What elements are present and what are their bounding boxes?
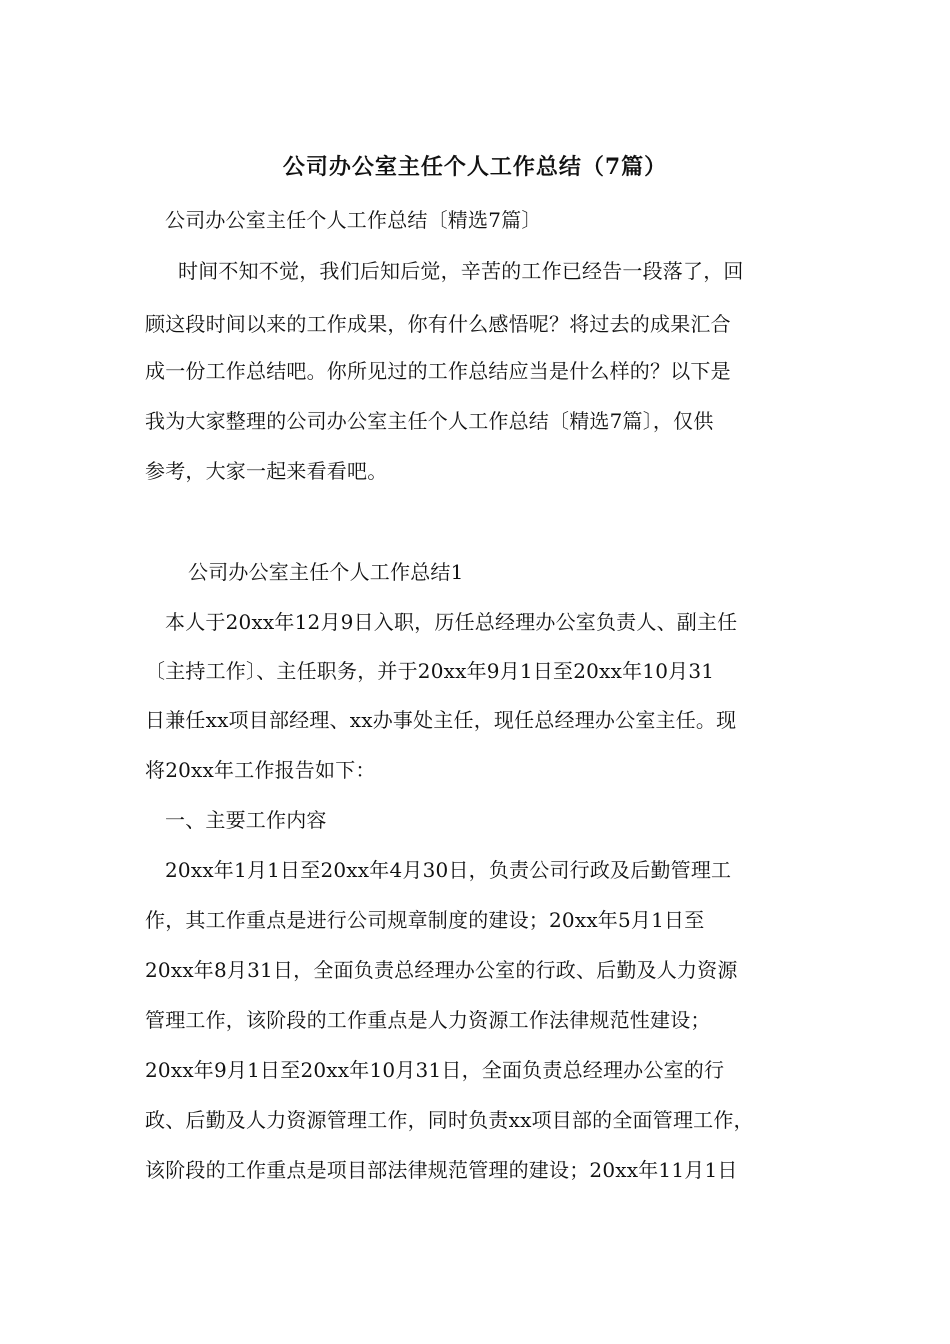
intro-line: 我为大家整理的公司办公室主任个人工作总结〔精选7篇〕，仅供 bbox=[145, 409, 714, 433]
body-line: 20xx年1月1日至20xx年4月30日，负责公司行政及后勤管理工 bbox=[165, 858, 732, 882]
section-heading: 公司办公室主任个人工作总结1 bbox=[188, 560, 464, 584]
intro-line: 参考，大家一起来看看吧。 bbox=[145, 459, 388, 483]
section-line: 将20xx年工作报告如下： bbox=[145, 758, 376, 782]
body-line: 20xx年8月31日，全面负责总经理办公室的行政、后勤及人力资源 bbox=[145, 958, 738, 982]
document-subtitle: 公司办公室主任个人工作总结〔精选7篇〕 bbox=[165, 208, 542, 232]
body-line: 该阶段的工作重点是项目部法律规范管理的建设；20xx年11月1日 bbox=[145, 1158, 738, 1182]
body-line: 政、后勤及人力资源管理工作，同时负责xx项目部的全面管理工作， bbox=[145, 1108, 754, 1132]
document-title: 公司办公室主任个人工作总结（7篇） bbox=[282, 154, 668, 180]
section-line: 〔主持工作〕、主任职务，并于20xx年9月1日至20xx年10月31 bbox=[145, 659, 715, 683]
body-line: 管理工作，该阶段的工作重点是人力资源工作法律规范性建设； bbox=[145, 1008, 711, 1032]
intro-line: 顾这段时间以来的工作成果，你有什么感悟呢？将过去的成果汇合 bbox=[145, 312, 731, 336]
section-line: 本人于20xx年12月9日入职，历任总经理办公室负责人、副主任 bbox=[165, 610, 738, 634]
intro-line: 时间不知不觉，我们后知后觉，辛苦的工作已经告一段落了，回 bbox=[178, 259, 744, 283]
intro-line: 成一份工作总结吧。你所见过的工作总结应当是什么样的？以下是 bbox=[145, 359, 731, 383]
body-line: 20xx年9月1日至20xx年10月31日，全面负责总经理办公室的行 bbox=[145, 1058, 725, 1082]
section-line: 日兼任xx项目部经理、xx办事处主任，现任总经理办公室主任。现 bbox=[145, 708, 737, 732]
body-line: 作，其工作重点是进行公司规章制度的建设；20xx年5月1日至 bbox=[145, 908, 705, 932]
subheading: 一、主要工作内容 bbox=[165, 808, 327, 832]
